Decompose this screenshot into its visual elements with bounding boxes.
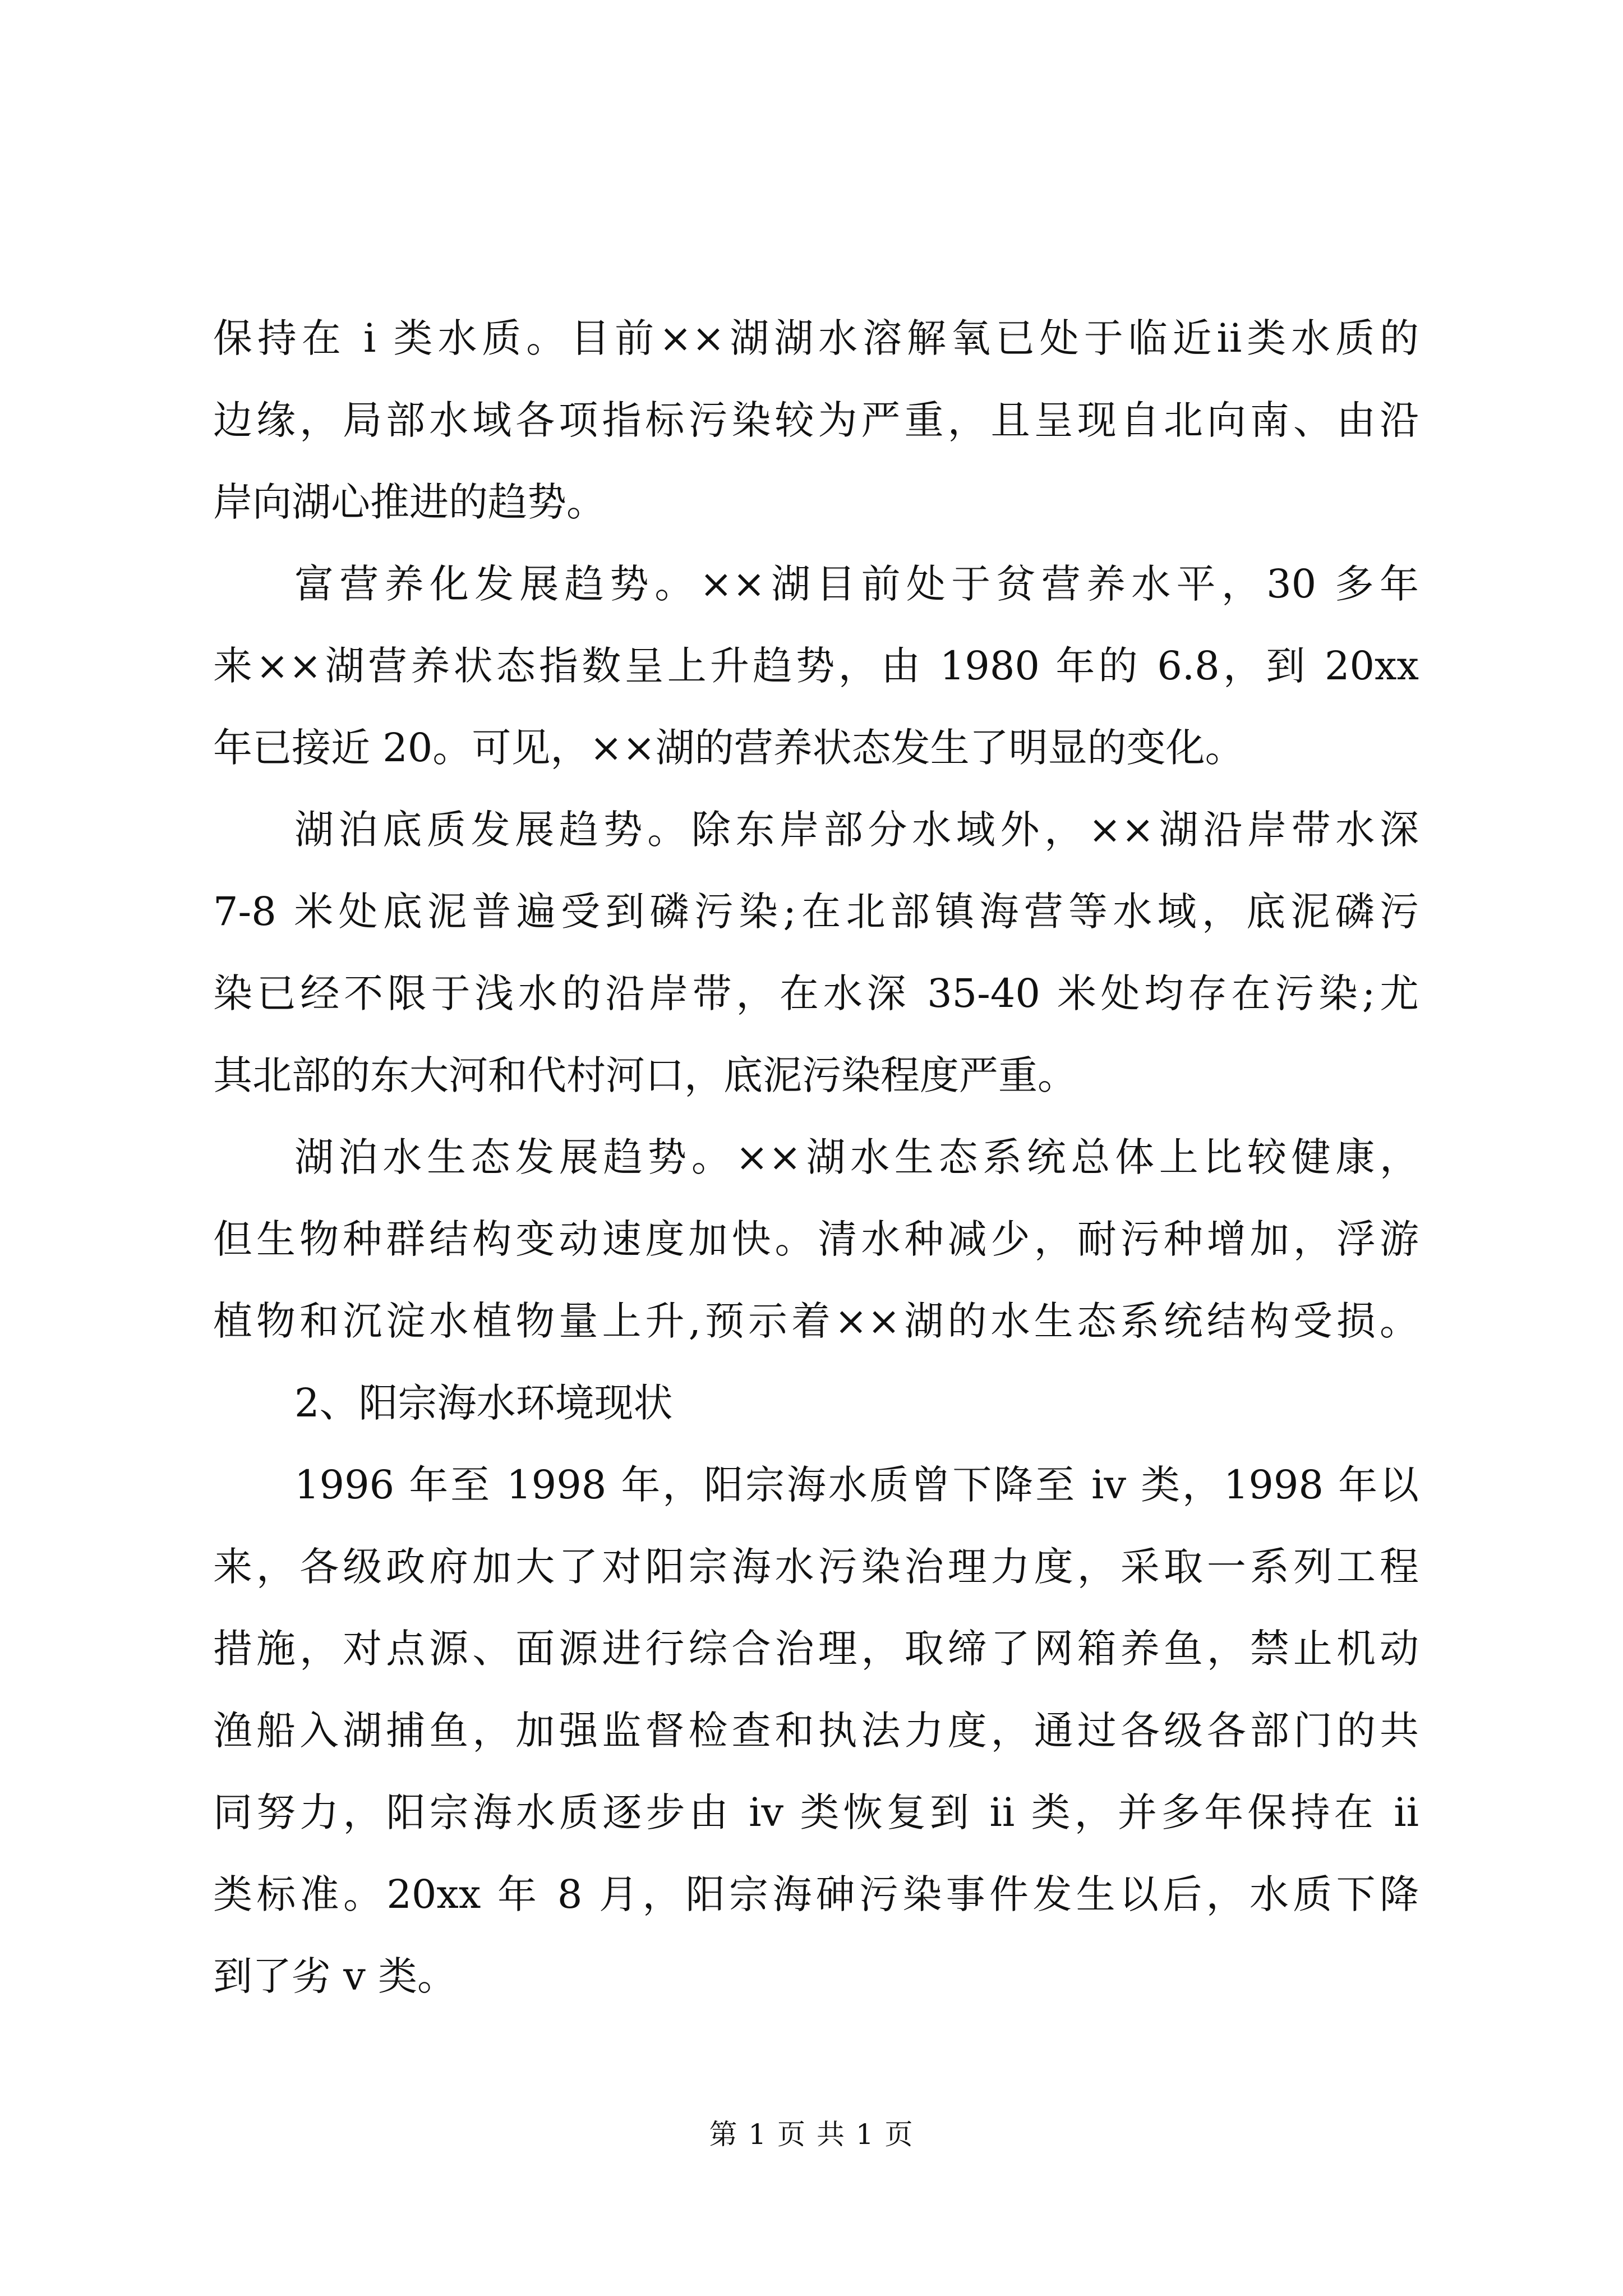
page-footer: 第 1 页 共 1 页 <box>709 2118 914 2151</box>
paragraph-start-line: 1996 年至 1998 年，阳宗海水质曾下降至 iv 类，1998 年以 <box>294 1462 1419 1508</box>
text-line: 保持在 i 类水质。目前××湖湖水溶解氧已处于临近ii类水质的 <box>213 315 1419 361</box>
document-body <box>213 297 1419 2017</box>
section-heading: 2、阳宗海水环境现状 <box>294 1380 673 1426</box>
paragraph-start-line: 富营养化发展趋势。××湖目前处于贫营养水平，30 多年 <box>294 561 1419 607</box>
text-line: 染已经不限于浅水的沿岸带，在水深 35-40 米处均存在污染;尤 <box>213 970 1419 1016</box>
text-line: 类标准。20xx 年 8 月，阳宗海砷污染事件发生以后，水质下降 <box>213 1871 1419 1917</box>
text-line: 但生物种群结构变动速度加快。清水种减少，耐污种增加，浮游 <box>213 1216 1419 1262</box>
paragraph-start-line: 湖泊水生态发展趋势。××湖水生态系统总体上比较健康， <box>294 1134 1419 1180</box>
paragraph-start-line: 湖泊底质发展趋势。除东岸部分水域外，××湖沿岸带水深 <box>294 807 1419 853</box>
text-line: 来××湖营养状态指数呈上升趋势，由 1980 年的 6.8，到 20xx <box>213 643 1419 689</box>
text-line: 到了劣 v 类。 <box>213 1953 457 1999</box>
text-line: 岸向湖心推进的趋势。 <box>213 479 606 525</box>
text-line: 年已接近 20。可见，××湖的营养状态发生了明显的变化。 <box>213 725 1244 771</box>
text-line: 植物和沉淀水植物量上升,预示着××湖的水生态系统结构受损。 <box>213 1298 1419 1344</box>
text-line: 其北部的东大河和代村河口，底泥污染程度严重。 <box>213 1052 1077 1098</box>
text-line: 渔船入湖捕鱼，加强监督检查和执法力度，通过各级各部门的共 <box>213 1708 1419 1754</box>
text-line: 措施，对点源、面源进行综合治理，取缔了网箱养鱼，禁止机动 <box>213 1626 1419 1672</box>
text-line: 7-8 米处底泥普遍受到磷污染;在北部镇海营等水域，底泥磷污 <box>213 889 1419 935</box>
text-line: 边缘，局部水域各项指标污染较为严重，且呈现自北向南、由沿 <box>213 397 1419 443</box>
text-line: 来，各级政府加大了对阳宗海水污染治理力度，采取一系列工程 <box>213 1544 1419 1590</box>
text-line: 同努力，阳宗海水质逐步由 iv 类恢复到 ii 类，并多年保持在 ii <box>213 1789 1419 1835</box>
